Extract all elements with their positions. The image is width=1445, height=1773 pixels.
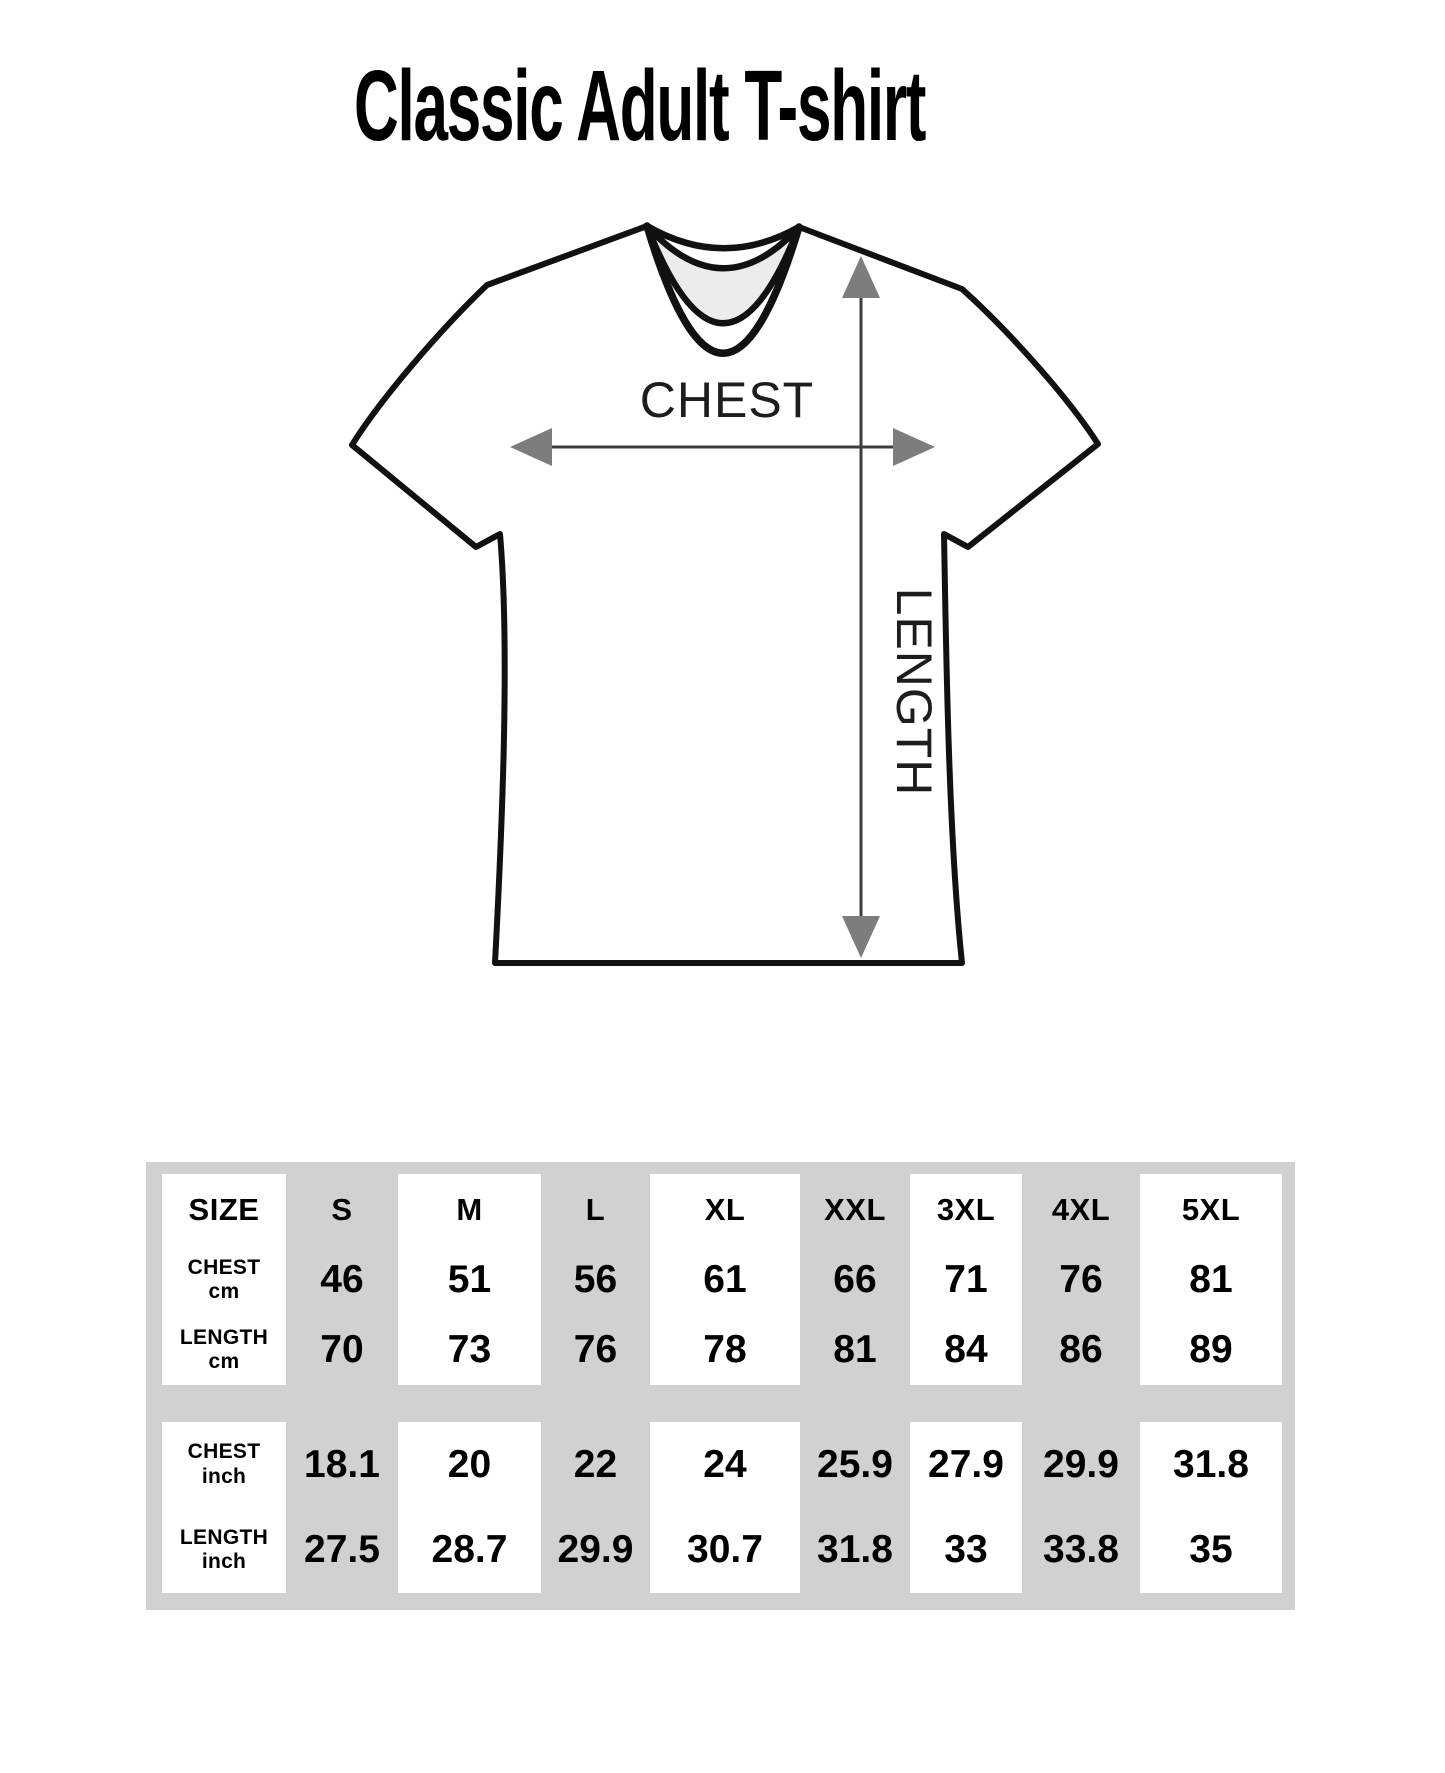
measurement-value-cell: 29.9	[1043, 1442, 1119, 1486]
measurement-name: LENGTH	[179, 1525, 269, 1549]
size-chart-block-cm	[162, 1174, 1282, 1385]
measurement-value-cell: 33	[944, 1528, 988, 1571]
measurement-value-cell: 81	[1189, 1258, 1233, 1301]
measurement-value-cell: 84	[944, 1328, 988, 1371]
page-title	[0, 50, 1280, 186]
measurement-label-cell	[162, 1422, 286, 1507]
measurement-value-cell: 76	[573, 1328, 618, 1371]
measurement-unit: inch	[201, 1464, 247, 1488]
chest-label: CHEST	[639, 372, 815, 428]
measurement-value-cell: 81	[833, 1328, 877, 1371]
tshirt-diagram-svg	[280, 170, 1160, 990]
measurement-value-cell: 35	[1189, 1528, 1233, 1571]
measurement-value-cell: 89	[1189, 1328, 1233, 1371]
measurement-value-cell: 70	[320, 1328, 364, 1371]
measurement-value-cell: 24	[703, 1442, 747, 1486]
size-chart-column	[1140, 1174, 1282, 1385]
size-chart-column	[286, 1422, 398, 1593]
measurement-value-cell: 61	[703, 1258, 747, 1301]
size-header-cell: S	[331, 1191, 353, 1227]
size-chart-table	[146, 1162, 1295, 1610]
measurement-value-cell: 86	[1059, 1328, 1103, 1371]
size-chart-column	[398, 1422, 541, 1593]
length-label: LENGTH	[886, 587, 942, 797]
measurement-value-cell: 22	[573, 1442, 618, 1486]
measurement-unit: cm	[208, 1280, 240, 1303]
size-chart-column	[541, 1174, 650, 1385]
size-column-header: SIZE	[188, 1191, 260, 1227]
size-header-cell: XXL	[824, 1191, 886, 1227]
size-chart-column	[910, 1174, 1022, 1385]
measurement-value-cell: 25.9	[817, 1442, 893, 1486]
size-chart-column	[650, 1422, 800, 1593]
measurement-name: CHEST	[187, 1255, 261, 1279]
measurement-value-cell: 29.9	[557, 1528, 634, 1571]
measurement-value-cell: 46	[320, 1258, 364, 1301]
measurement-value-cell: 76	[1059, 1258, 1103, 1301]
measurement-value-cell: 71	[944, 1258, 988, 1301]
size-chart-column	[162, 1174, 286, 1385]
measurement-value-cell: 33.8	[1043, 1528, 1119, 1571]
measurement-unit: inch	[201, 1550, 247, 1573]
measurement-value-cell: 51	[447, 1258, 492, 1301]
size-chart-column	[800, 1422, 910, 1593]
measurement-value-cell: 56	[573, 1258, 618, 1301]
size-chart-column	[910, 1422, 1022, 1593]
size-chart-column	[398, 1174, 541, 1385]
size-header-cell: 5XL	[1181, 1191, 1241, 1227]
measurement-value-cell: 73	[447, 1328, 492, 1371]
measurement-value-cell: 66	[833, 1258, 877, 1301]
measurement-label-cell	[162, 1245, 286, 1315]
measurement-value-cell: 27.9	[928, 1442, 1004, 1486]
size-header-cell: M	[456, 1191, 483, 1227]
measurement-name: CHEST	[187, 1440, 261, 1464]
size-chart-column	[650, 1174, 800, 1385]
size-chart-column	[1022, 1422, 1140, 1593]
size-chart-column	[541, 1422, 650, 1593]
measurement-value-cell: 18.1	[304, 1442, 380, 1486]
size-chart-column	[1140, 1422, 1282, 1593]
measurement-value-cell: 28.7	[431, 1528, 508, 1571]
size-chart-column	[162, 1422, 286, 1593]
measurement-value-cell: 27.5	[304, 1528, 380, 1571]
measurement-value-cell: 31.8	[817, 1528, 893, 1571]
size-chart-column	[1022, 1174, 1140, 1385]
size-chart-column	[286, 1174, 398, 1385]
measurement-name: LENGTH	[179, 1325, 269, 1349]
measurement-label-cell	[162, 1315, 286, 1385]
measurement-value-cell: 30.7	[687, 1528, 763, 1571]
size-header-cell: 3XL	[936, 1191, 996, 1227]
tshirt-outline	[352, 226, 1098, 963]
size-header-cell: XL	[704, 1191, 746, 1227]
measurement-label-cell	[162, 1507, 286, 1593]
size-header-cell: 4XL	[1051, 1191, 1111, 1227]
measurement-unit: cm	[208, 1350, 240, 1373]
size-chart-column	[800, 1174, 910, 1385]
measurement-value-cell: 78	[703, 1328, 747, 1371]
size-chart-block-inch	[162, 1422, 1282, 1593]
measurement-value-cell: 31.8	[1173, 1442, 1249, 1486]
measurement-value-cell: 20	[447, 1442, 492, 1486]
size-header-cell: L	[585, 1191, 606, 1227]
tshirt-diagram	[280, 170, 1160, 990]
page-title-text: Classic Adult T-shirt	[354, 50, 926, 162]
